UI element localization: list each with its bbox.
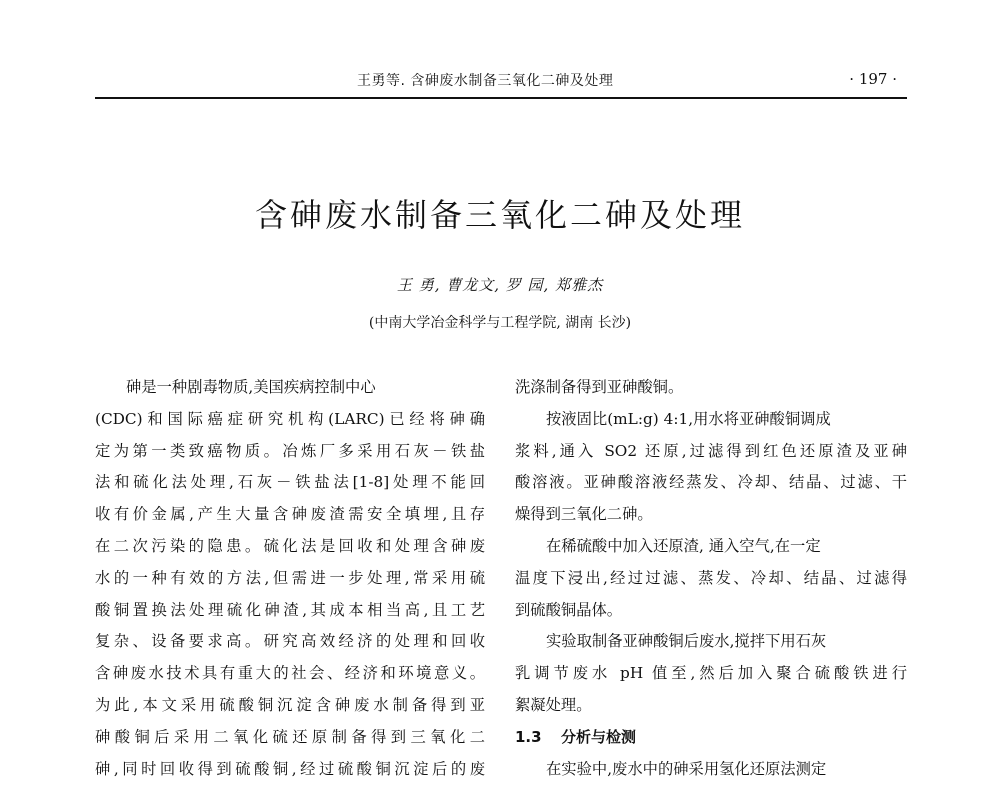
- body-line: 水的一种有效的方法,但需进一步处理,常采用硫: [95, 568, 485, 587]
- running-header: [95, 66, 907, 96]
- body-line: 在实验中,废水中的砷采用氢化还原法测定: [546, 759, 827, 778]
- body-line: 酸溶液。亚砷酸溶液经蒸发、冷却、结晶、过滤、干: [515, 473, 907, 492]
- section-title: 分析与检测: [561, 727, 637, 746]
- body-line: 乳调节废水 pH 值至,然后加入聚合硫酸铁进行: [515, 664, 907, 683]
- section-number: 1.3: [515, 727, 542, 746]
- section-heading: [515, 722, 907, 754]
- body-line: 砷酸铜后采用二氧化硫还原制备得到三氧化二: [95, 727, 485, 746]
- body-line: 复杂、设备要求高。研究高效经济的处理和回收: [95, 632, 485, 651]
- left-column: [95, 372, 485, 778]
- body-line: 砷,同时回收得到硫酸铜,经过硫酸铜沉淀后的废: [95, 759, 485, 778]
- body-line: 在二次污染的隐患。硫化法是回收和处理含砷废: [95, 536, 485, 555]
- page-number: · 197 ·: [849, 70, 897, 88]
- body-line: 浆料,通入 SO2 还原,过滤得到红色还原渣及亚砷: [515, 441, 907, 460]
- body-line: 定为第一类致癌物质。冶炼厂多采用石灰－铁盐: [95, 441, 485, 460]
- body-line: 燥得到三氧化二砷。: [515, 505, 653, 524]
- body-line: 絮凝处理。: [515, 695, 592, 714]
- body-line: 在稀硫酸中加入还原渣, 通入空气,在一定: [546, 536, 821, 555]
- body-line: 温度下浸出,经过过滤、蒸发、冷却、结晶、过滤得: [515, 568, 907, 587]
- article-title: 含砷废水制备三氧化二砷及处理: [254, 196, 745, 234]
- body-line: 酸铜置换法处理硫化砷渣,其成本相当高,且工艺: [95, 600, 485, 619]
- author-list: 王 勇, 曹龙文, 罗 园, 郑雅杰: [396, 276, 604, 294]
- affiliation: (中南大学冶金科学与工程学院, 湖南 长沙): [368, 315, 632, 331]
- body-line: 含砷废水技术具有重大的社会、经济和环境意义。: [95, 664, 485, 683]
- body-line: 为此,本文采用硫酸铜沉淀含砷废水制备得到亚: [95, 695, 485, 714]
- body-line: 按液固比(mL:g) 4:1,用水将亚砷酸铜调成: [546, 409, 831, 428]
- body-line: 到硫酸铜晶体。: [515, 600, 623, 619]
- right-column: [515, 372, 907, 778]
- body-line: 法和硫化法处理,石灰－铁盐法[1-8]处理不能回: [95, 473, 485, 492]
- body-line: 实验取制备亚砷酸铜后废水,搅拌下用石灰: [546, 632, 827, 651]
- header-rule: [95, 97, 907, 99]
- running-title: 王勇等. 含砷废水制备三氧化二砷及处理: [357, 73, 614, 89]
- body-line: (CDC)和国际癌症研究机构(LARC)已经将砷确: [95, 409, 485, 428]
- body-line: 砷是一种剧毒物质,美国疾病控制中心: [126, 378, 376, 396]
- body-line: 洗涤制备得到亚砷酸铜。: [515, 378, 684, 396]
- body-line: 收有价金属,产生大量含砷废渣需安全填埋,且存: [95, 505, 485, 524]
